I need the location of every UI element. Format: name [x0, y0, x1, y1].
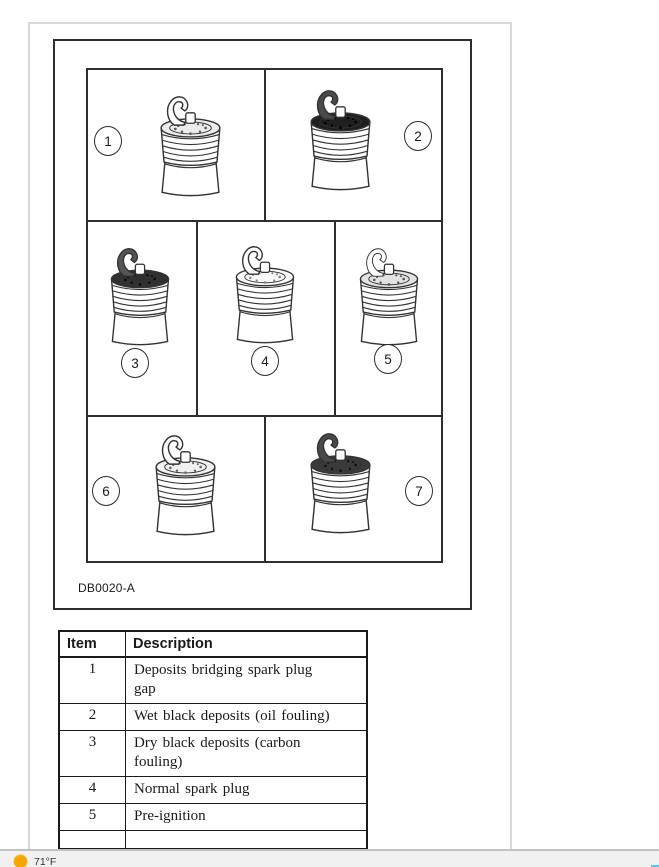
- callout-number: 1: [104, 133, 112, 149]
- item-number: 5: [59, 804, 126, 831]
- item-description: Deposits bridging spark plug gap: [126, 657, 368, 704]
- sun-icon: [14, 855, 27, 867]
- spark-plug-illustration-5: [343, 244, 435, 347]
- table-row: [59, 777, 367, 804]
- item-number: 2: [59, 704, 126, 731]
- spark-plug-grid: [86, 68, 443, 563]
- figure-cell-6: [88, 417, 266, 561]
- item-number: 1: [59, 657, 126, 704]
- callout-number: 7: [415, 483, 423, 499]
- figure-callout-3: [121, 348, 149, 378]
- document-page: [28, 22, 512, 852]
- spark-plug-illustration-3: [94, 244, 186, 347]
- spark-plug-figure-frame: [53, 39, 472, 610]
- figure-callout-5: [374, 344, 402, 374]
- callout-number: 5: [384, 351, 392, 367]
- figure-cell-7: [266, 417, 441, 561]
- col-header-item: Item: [59, 631, 126, 657]
- weather-widget[interactable]: [14, 855, 56, 867]
- figure-cell-5: [336, 222, 441, 417]
- temperature-label: 71°F: [34, 856, 57, 867]
- table-row: [59, 804, 367, 831]
- taskbar: [0, 849, 659, 867]
- spark-plug-illustration-7: [293, 429, 388, 535]
- table-row: [59, 704, 367, 731]
- figure-callout-2: [404, 121, 432, 151]
- table-header-row: [59, 631, 367, 657]
- figure-callout-6: [92, 476, 120, 506]
- item-description: Wet black deposits (oil fouling): [126, 704, 368, 731]
- figure-cell-3: [88, 222, 198, 417]
- item-description: Normal spark plug: [126, 777, 368, 804]
- item-number: 3: [59, 731, 126, 777]
- spark-plug-illustration-4: [219, 242, 311, 345]
- spark-plug-illustration-2: [293, 86, 388, 192]
- legend-table: [58, 630, 368, 850]
- callout-number: 3: [131, 355, 139, 371]
- figure-id-caption: DB0020-A: [78, 581, 135, 595]
- callout-number: 6: [102, 483, 110, 499]
- figure-callout-7: [405, 476, 433, 506]
- figure-cell-2: [266, 70, 441, 222]
- spark-plug-illustration-6: [138, 431, 233, 537]
- table-row: [59, 731, 367, 777]
- table-row: [59, 657, 367, 704]
- figure-callout-1: [94, 126, 122, 156]
- figure-callout-4: [251, 346, 279, 376]
- item-number: 4: [59, 777, 126, 804]
- item-description: Pre-ignition: [126, 804, 368, 831]
- callout-number: 2: [414, 128, 422, 144]
- figure-cell-4: [198, 222, 336, 417]
- col-header-description: Description: [126, 631, 368, 657]
- item-description: Dry black deposits (carbon fouling): [126, 731, 368, 777]
- spark-plug-illustration-1: [143, 92, 238, 198]
- table-row-partial: [59, 831, 367, 850]
- figure-cell-1: [88, 70, 266, 222]
- callout-number: 4: [261, 353, 269, 369]
